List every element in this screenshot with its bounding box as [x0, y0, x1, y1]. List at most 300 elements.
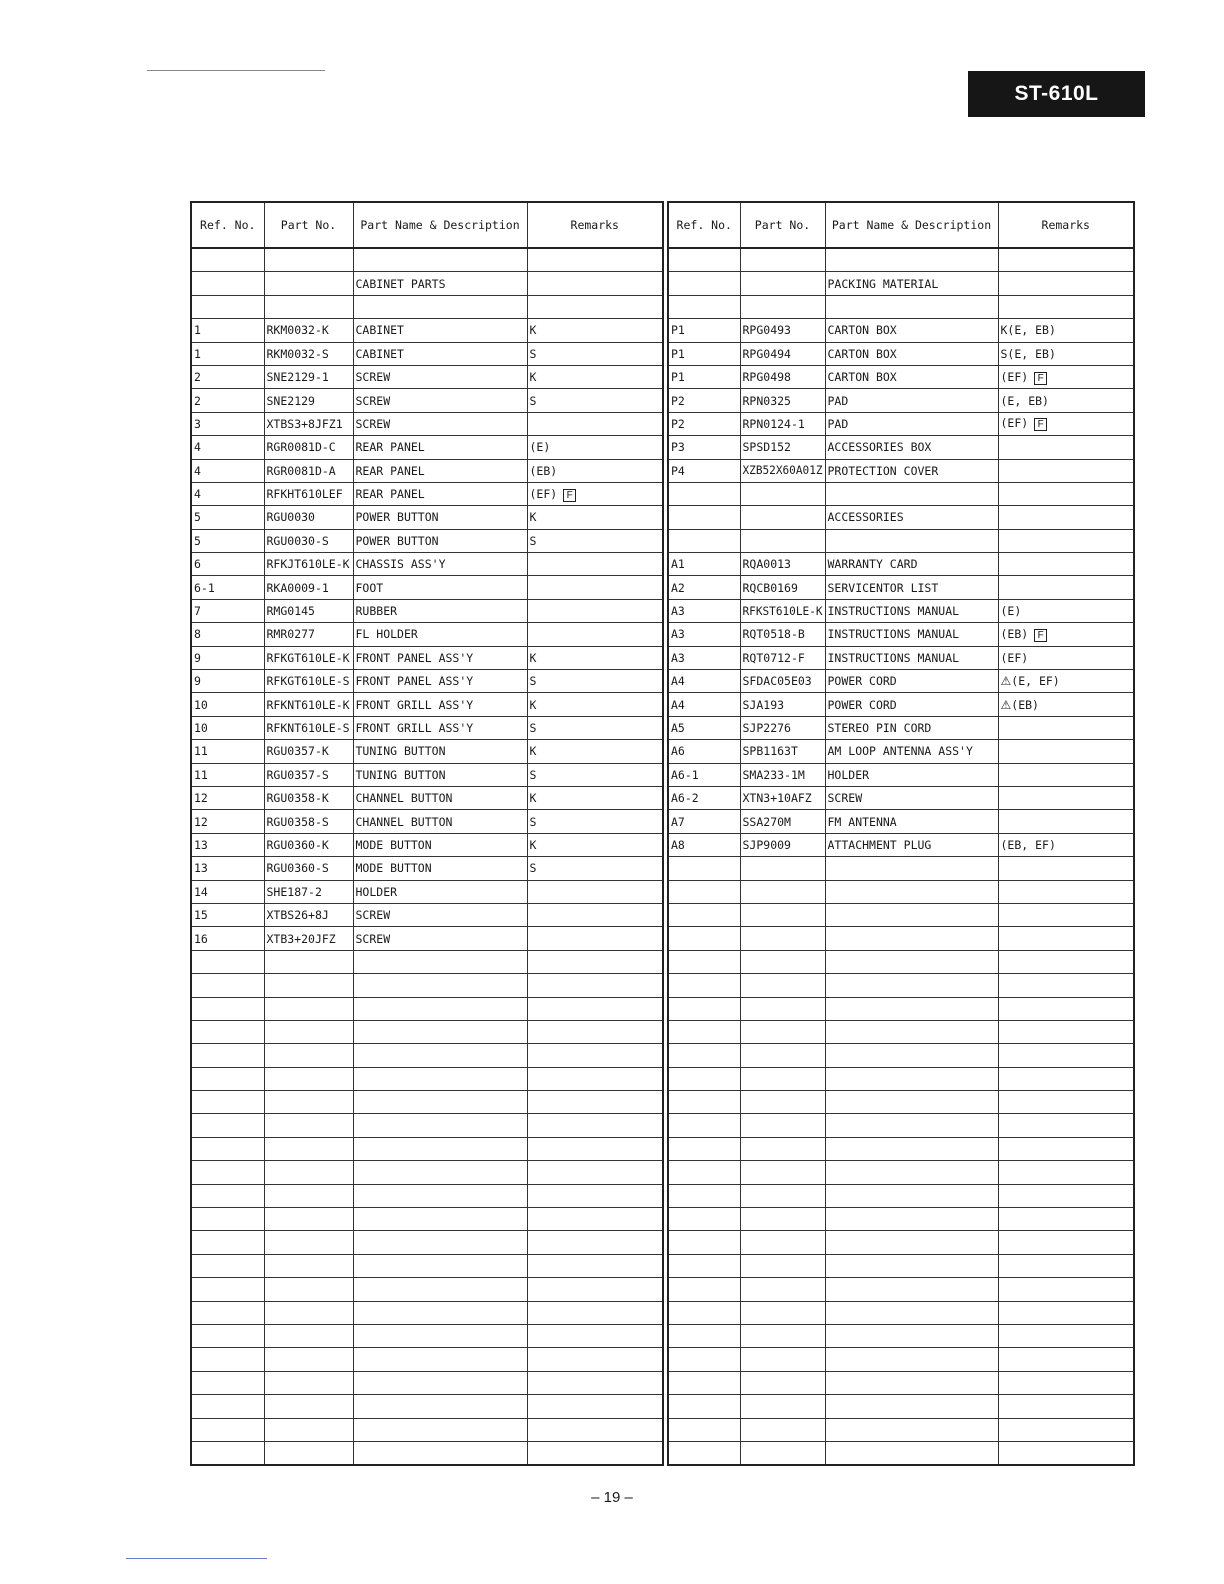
part-no-cell: RKM0032-S	[264, 342, 353, 365]
part-no-cell	[264, 1418, 353, 1441]
description-cell: CARTON BOX	[825, 342, 998, 365]
remarks-cell	[998, 1184, 1134, 1207]
table-row	[668, 927, 1134, 950]
remarks-cell	[527, 1278, 663, 1301]
remarks-cell	[527, 810, 663, 833]
part-no-cell: SHE187-2	[264, 880, 353, 903]
ref-no-cell: A6-1	[668, 763, 740, 786]
remarks-text: S	[529, 533, 537, 548]
description-cell: SCREW	[353, 412, 527, 435]
part-no-cell	[264, 1020, 353, 1043]
remarks-cell	[998, 786, 1134, 809]
ref-no-cell	[668, 1020, 740, 1043]
remarks-cell	[527, 1044, 663, 1067]
table-row	[191, 1161, 663, 1184]
description-cell: POWER BUTTON	[353, 506, 527, 529]
description-cell	[825, 1020, 998, 1043]
remarks-cell	[527, 763, 663, 786]
remarks-cell	[998, 365, 1134, 388]
remarks-cell	[998, 903, 1134, 926]
ref-no-cell: A5	[668, 716, 740, 739]
part-no-cell: RFKGT610LE-S	[264, 670, 353, 693]
description-cell: TUNING BUTTON	[353, 763, 527, 786]
ref-no-cell: 10	[191, 716, 264, 739]
part-no-cell: RQT0518-B	[740, 623, 825, 646]
part-no-cell	[740, 1067, 825, 1090]
ref-no-cell	[668, 529, 740, 552]
description-cell: FOOT	[353, 576, 527, 599]
part-no-cell: XTBS26+8J	[264, 903, 353, 926]
description-cell	[825, 1441, 998, 1465]
description-cell	[825, 1278, 998, 1301]
part-no-cell: RGU0357-K	[264, 740, 353, 763]
table-row	[668, 1161, 1134, 1184]
part-no-cell	[264, 950, 353, 973]
part-no-cell: XTB3+20JFZ	[264, 927, 353, 950]
part-no-cell: RGU0360-S	[264, 857, 353, 880]
scan-mark	[147, 70, 325, 71]
description-cell	[353, 1395, 527, 1418]
table-row	[191, 436, 663, 459]
table-row	[191, 1371, 663, 1394]
ref-no-cell	[191, 1301, 264, 1324]
description-cell	[353, 1348, 527, 1371]
description-cell: ATTACHMENT PLUG	[825, 833, 998, 856]
description-cell	[825, 1137, 998, 1160]
table-row	[191, 623, 663, 646]
ref-no-cell	[668, 1137, 740, 1160]
description-cell	[353, 1301, 527, 1324]
description-cell: CABINET PARTS	[353, 272, 527, 295]
table-row	[668, 1091, 1134, 1114]
description-cell	[353, 248, 527, 272]
part-no-cell: RFKNT610LE-S	[264, 716, 353, 739]
part-no-cell	[264, 1208, 353, 1231]
table-row	[668, 529, 1134, 552]
description-cell: INSTRUCTIONS MANUAL	[825, 599, 998, 622]
remarks-cell	[998, 763, 1134, 786]
remarks-cell	[527, 553, 663, 576]
table-row	[668, 974, 1134, 997]
table-row	[191, 482, 663, 505]
header-row	[668, 202, 1134, 248]
description-cell: STEREO PIN CORD	[825, 716, 998, 739]
ref-no-cell	[191, 1441, 264, 1465]
remarks-cell	[998, 482, 1134, 505]
part-no-cell	[740, 1418, 825, 1441]
remarks-text: K	[529, 791, 537, 806]
description-cell: CABINET	[353, 342, 527, 365]
table-row	[668, 342, 1134, 365]
model-badge: ST-610L	[968, 71, 1145, 117]
remarks-cell	[998, 389, 1134, 412]
table-row	[668, 950, 1134, 973]
ref-no-cell	[668, 1441, 740, 1465]
description-cell: CHANNEL BUTTON	[353, 786, 527, 809]
ref-no-cell: 2	[191, 365, 264, 388]
remarks-cell	[527, 599, 663, 622]
description-cell	[825, 1067, 998, 1090]
table-row	[668, 365, 1134, 388]
boxed-marker: F	[1034, 372, 1047, 385]
description-cell	[353, 1091, 527, 1114]
table-row	[668, 903, 1134, 926]
part-no-cell	[264, 1114, 353, 1137]
part-no-cell	[740, 1254, 825, 1277]
description-cell	[825, 1091, 998, 1114]
description-cell	[353, 1137, 527, 1160]
ref-no-cell: P1	[668, 342, 740, 365]
table-row	[668, 623, 1134, 646]
part-no-cell	[740, 1348, 825, 1371]
table-row	[191, 599, 663, 622]
ref-no-cell	[668, 1231, 740, 1254]
ref-no-cell	[668, 1395, 740, 1418]
remarks-cell	[527, 1184, 663, 1207]
ref-no-cell: P3	[668, 436, 740, 459]
part-no-cell	[740, 295, 825, 318]
col-ref-no: Ref. No.	[191, 202, 264, 248]
table-row	[191, 740, 663, 763]
ref-no-cell	[668, 927, 740, 950]
ref-no-cell	[191, 248, 264, 272]
remarks-cell	[998, 1091, 1134, 1114]
description-cell	[353, 1418, 527, 1441]
ref-no-cell: 13	[191, 833, 264, 856]
remarks-text: (E, EB)	[1000, 393, 1049, 408]
remarks-cell	[527, 1208, 663, 1231]
description-cell: SCREW	[353, 903, 527, 926]
remarks-cell	[527, 529, 663, 552]
ref-no-cell: A2	[668, 576, 740, 599]
part-no-cell	[740, 950, 825, 973]
part-no-cell	[740, 1020, 825, 1043]
remarks-cell	[998, 1044, 1134, 1067]
part-no-cell	[740, 1161, 825, 1184]
table-row	[668, 412, 1134, 435]
remarks-text: S	[529, 861, 537, 876]
part-no-cell: RPG0498	[740, 365, 825, 388]
ref-no-cell: 4	[191, 482, 264, 505]
part-no-cell	[740, 927, 825, 950]
description-cell	[825, 880, 998, 903]
ref-no-cell	[668, 1324, 740, 1347]
table-row	[668, 810, 1134, 833]
ref-no-cell	[668, 1044, 740, 1067]
table-row	[191, 506, 663, 529]
remarks-cell	[998, 927, 1134, 950]
description-cell	[825, 1371, 998, 1394]
part-no-cell	[740, 974, 825, 997]
part-no-cell	[740, 857, 825, 880]
description-cell: PAD	[825, 412, 998, 435]
ref-no-cell: P2	[668, 412, 740, 435]
table-row	[191, 1231, 663, 1254]
table-row	[668, 576, 1134, 599]
ref-no-cell	[668, 1184, 740, 1207]
remarks-cell	[527, 1114, 663, 1137]
remarks-cell	[527, 576, 663, 599]
remarks-cell	[998, 1395, 1134, 1418]
remarks-cell	[998, 646, 1134, 669]
table-row	[191, 248, 663, 272]
remarks-cell	[527, 880, 663, 903]
description-cell: HOLDER	[353, 880, 527, 903]
description-cell	[353, 1231, 527, 1254]
part-no-cell	[740, 1231, 825, 1254]
ref-no-cell: 15	[191, 903, 264, 926]
ref-no-cell: 11	[191, 740, 264, 763]
description-cell	[353, 997, 527, 1020]
ref-no-cell: 14	[191, 880, 264, 903]
table-row	[668, 857, 1134, 880]
remarks-cell	[527, 459, 663, 482]
table-row	[191, 412, 663, 435]
description-cell: POWER CORD	[825, 670, 998, 693]
description-cell	[825, 295, 998, 318]
table-row	[191, 927, 663, 950]
part-no-cell	[740, 1441, 825, 1465]
table-row	[191, 833, 663, 856]
remarks-cell	[527, 740, 663, 763]
part-no-cell: RKM0032-K	[264, 319, 353, 342]
part-no-cell: RFKST610LE-K	[740, 599, 825, 622]
ref-no-cell: A8	[668, 833, 740, 856]
ref-no-cell: 8	[191, 623, 264, 646]
table-row	[668, 1254, 1134, 1277]
description-cell	[825, 1418, 998, 1441]
description-cell: SCREW	[353, 927, 527, 950]
remarks-cell	[998, 599, 1134, 622]
ref-no-cell	[191, 1231, 264, 1254]
ref-no-cell	[668, 1371, 740, 1394]
part-no-cell	[264, 272, 353, 295]
col-part-no: Part No.	[740, 202, 825, 248]
ref-no-cell	[191, 1044, 264, 1067]
ref-no-cell	[191, 1137, 264, 1160]
part-no-cell	[264, 248, 353, 272]
remarks-cell	[527, 1020, 663, 1043]
description-cell	[353, 295, 527, 318]
remarks-cell	[998, 1301, 1134, 1324]
remarks-cell	[998, 1161, 1134, 1184]
description-cell	[353, 1208, 527, 1231]
table-row	[668, 1208, 1134, 1231]
description-cell: FL HOLDER	[353, 623, 527, 646]
table-row	[191, 295, 663, 318]
description-cell: SCREW	[825, 786, 998, 809]
part-no-cell	[740, 1137, 825, 1160]
part-no-cell	[740, 248, 825, 272]
part-no-cell: RFKNT610LE-K	[264, 693, 353, 716]
table-row	[668, 1395, 1134, 1418]
ref-no-cell	[668, 974, 740, 997]
remarks-text: K	[529, 510, 537, 525]
ref-no-cell: 4	[191, 459, 264, 482]
description-cell	[825, 857, 998, 880]
description-cell: CHANNEL BUTTON	[353, 810, 527, 833]
table-row	[191, 763, 663, 786]
ref-no-cell: 12	[191, 786, 264, 809]
remarks-cell	[527, 693, 663, 716]
description-cell	[825, 248, 998, 272]
remarks-cell	[998, 693, 1134, 716]
part-no-cell: SJP9009	[740, 833, 825, 856]
description-cell	[825, 997, 998, 1020]
description-cell	[825, 1254, 998, 1277]
ref-no-cell: A4	[668, 670, 740, 693]
remarks-text: (EF)	[1000, 369, 1029, 384]
remarks-cell	[998, 1254, 1134, 1277]
description-cell	[353, 1184, 527, 1207]
ref-no-cell	[668, 1091, 740, 1114]
part-no-cell: RGR0081D-C	[264, 436, 353, 459]
ref-no-cell: 1	[191, 319, 264, 342]
description-cell: CHASSIS ASS'Y	[353, 553, 527, 576]
remarks-cell	[527, 1348, 663, 1371]
remarks-text: K	[529, 697, 537, 712]
ref-no-cell: 5	[191, 506, 264, 529]
part-no-cell	[740, 1324, 825, 1347]
table-row	[668, 1278, 1134, 1301]
table-row	[668, 482, 1134, 505]
part-no-cell	[740, 1044, 825, 1067]
table-row	[191, 716, 663, 739]
part-no-cell: RGU0030	[264, 506, 353, 529]
part-no-cell: RGU0358-S	[264, 810, 353, 833]
ref-no-cell: A6	[668, 740, 740, 763]
remarks-cell	[998, 880, 1134, 903]
remarks-cell	[527, 365, 663, 388]
ref-no-cell	[191, 974, 264, 997]
ref-no-cell: A6-2	[668, 786, 740, 809]
description-cell: CABINET	[353, 319, 527, 342]
ref-no-cell	[668, 1278, 740, 1301]
ref-no-cell: 6	[191, 553, 264, 576]
boxed-marker: F	[563, 489, 576, 502]
remarks-cell	[998, 1418, 1134, 1441]
description-cell	[825, 1395, 998, 1418]
description-cell: HOLDER	[825, 763, 998, 786]
ref-no-cell	[191, 1418, 264, 1441]
description-cell: INSTRUCTIONS MANUAL	[825, 646, 998, 669]
part-no-cell: RGU0358-K	[264, 786, 353, 809]
remarks-cell	[527, 903, 663, 926]
remarks-cell	[527, 646, 663, 669]
table-row	[191, 1114, 663, 1137]
part-no-cell: XTN3+10AFZ	[740, 786, 825, 809]
table-row	[668, 1348, 1134, 1371]
description-cell: AM LOOP ANTENNA ASS'Y	[825, 740, 998, 763]
remarks-cell	[998, 272, 1134, 295]
table-row	[191, 1348, 663, 1371]
part-no-cell: RMR0277	[264, 623, 353, 646]
remarks-cell	[527, 1301, 663, 1324]
part-no-cell	[740, 1371, 825, 1394]
remarks-cell	[998, 248, 1134, 272]
ref-no-cell	[191, 1371, 264, 1394]
part-no-cell	[264, 1044, 353, 1067]
col-remarks: Remarks	[998, 202, 1134, 248]
remarks-cell	[998, 1278, 1134, 1301]
description-cell: FRONT GRILL ASS'Y	[353, 693, 527, 716]
ref-no-cell: P1	[668, 319, 740, 342]
ref-no-cell: 9	[191, 670, 264, 693]
table-row	[668, 670, 1134, 693]
table-row	[668, 1441, 1134, 1465]
part-no-cell	[740, 1091, 825, 1114]
table-row	[668, 1184, 1134, 1207]
ref-no-cell	[668, 1067, 740, 1090]
remarks-text: (E)	[529, 440, 551, 455]
table-row	[191, 459, 663, 482]
remarks-cell	[527, 716, 663, 739]
table-row	[668, 693, 1134, 716]
ref-no-cell	[191, 1067, 264, 1090]
ref-no-cell	[668, 1114, 740, 1137]
col-part-name: Part Name & Description	[825, 202, 998, 248]
part-no-cell	[740, 997, 825, 1020]
remarks-cell	[527, 1418, 663, 1441]
description-cell: FRONT PANEL ASS'Y	[353, 670, 527, 693]
warning-triangle-icon: ⚠	[1000, 697, 1012, 712]
remarks-cell	[527, 1324, 663, 1347]
description-cell: REAR PANEL	[353, 482, 527, 505]
remarks-cell	[998, 623, 1134, 646]
part-no-cell	[740, 1395, 825, 1418]
ref-no-cell	[191, 1254, 264, 1277]
part-no-cell	[264, 1137, 353, 1160]
description-cell: CARTON BOX	[825, 319, 998, 342]
description-cell	[353, 974, 527, 997]
part-no-cell: SMA233-1M	[740, 763, 825, 786]
ref-no-cell	[191, 997, 264, 1020]
remarks-cell	[998, 974, 1134, 997]
part-no-cell: RGU0360-K	[264, 833, 353, 856]
table-row	[191, 670, 663, 693]
remarks-cell	[998, 716, 1134, 739]
remarks-cell	[998, 553, 1134, 576]
remarks-cell	[527, 342, 663, 365]
description-cell: REAR PANEL	[353, 459, 527, 482]
ref-no-cell	[191, 1348, 264, 1371]
table-row	[668, 1114, 1134, 1137]
part-no-cell	[264, 1278, 353, 1301]
part-no-cell	[740, 529, 825, 552]
remarks-cell	[998, 833, 1134, 856]
part-no-cell: SPSD152	[740, 436, 825, 459]
remarks-cell	[527, 1137, 663, 1160]
ref-no-cell: 16	[191, 927, 264, 950]
table-row	[191, 1395, 663, 1418]
table-row	[191, 342, 663, 365]
remarks-cell	[998, 342, 1134, 365]
description-cell	[825, 1114, 998, 1137]
description-cell	[353, 1254, 527, 1277]
remarks-cell	[998, 810, 1134, 833]
description-cell: POWER CORD	[825, 693, 998, 716]
col-part-no: Part No.	[264, 202, 353, 248]
remarks-text: S	[529, 814, 537, 829]
part-no-cell: RPN0124-1	[740, 412, 825, 435]
part-no-cell: RFKJT610LE-K	[264, 553, 353, 576]
part-no-cell: SFDAC05E03	[740, 670, 825, 693]
table-row	[191, 1044, 663, 1067]
description-cell	[825, 529, 998, 552]
remarks-text: K	[529, 650, 537, 665]
ref-no-cell: 12	[191, 810, 264, 833]
part-no-cell	[264, 1348, 353, 1371]
